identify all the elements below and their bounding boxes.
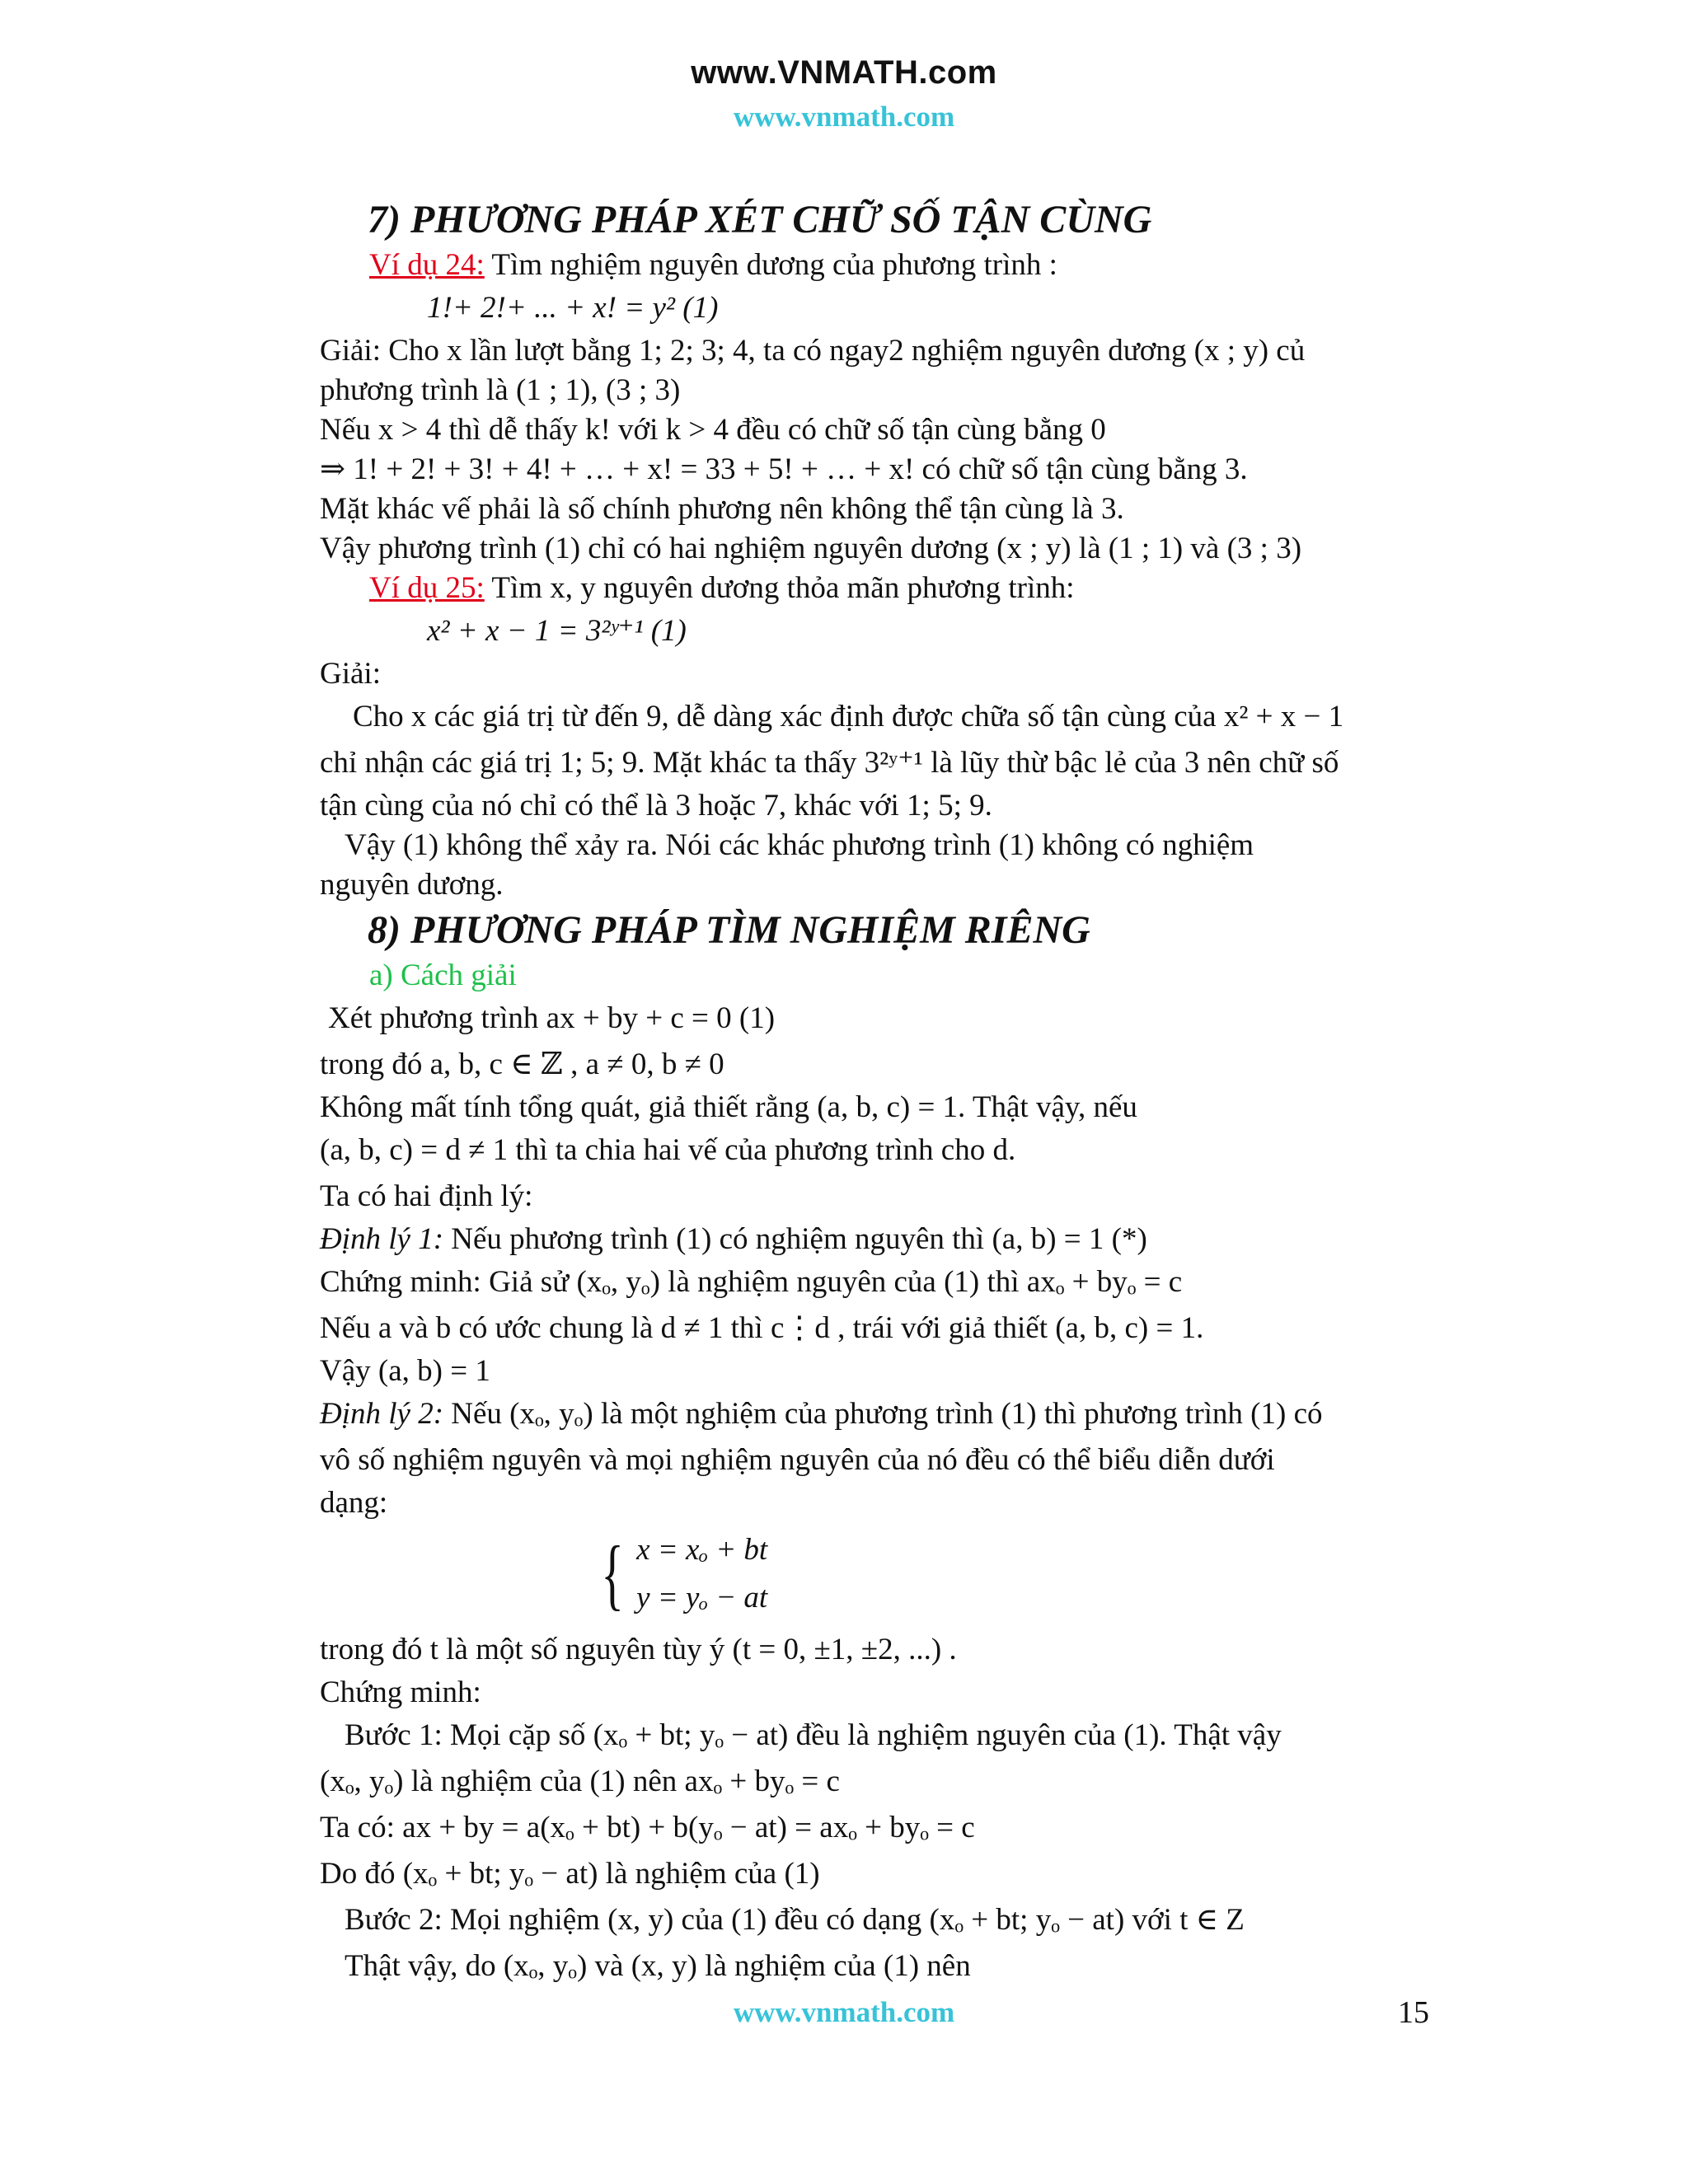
theorem-2-line-2: vô số nghiệm nguyên và mọi nghiệm nguyên của nó đều có thể biểu diễn dưới [320, 1443, 1275, 1477]
theorem-1-label: Định lý 1: [320, 1222, 444, 1256]
theorem-2-text: Nếu (xₒ, yₒ) là một nghiệm của phương trình (1) thì phương trình (1) có [443, 1397, 1323, 1431]
section-8-line-4: (a, b, c) = d ≠ 1 thì ta chia hai vế của phương trình cho d. [320, 1133, 1016, 1167]
solution-24-line-1: Giải: Cho x lần lượt bằng 1; 2; 3; 4, ta có ngay2 nghiệm nguyên dương (x ; y) củ [320, 334, 1306, 368]
step-1-line-4: Do đó (xₒ + bt; yₒ − at) là nghiệm của (1) [320, 1857, 820, 1891]
solution-24-line-2: phương trình là (1 ; 1), (3 ; 3) [320, 373, 681, 407]
proof-1-line-1: Chứng minh: Giả sử (xₒ, yₒ) là nghiệm nguyên của (1) thì axₒ + byₒ = c [320, 1265, 1183, 1299]
theorem-2 [320, 1391, 1441, 1437]
solution-system [320, 1526, 1441, 1622]
example-25 [320, 569, 1441, 608]
theorem-2-label: Định lý 2: [320, 1397, 444, 1431]
proof-1-line-3: Vậy (a, b) = 1 [320, 1354, 490, 1388]
left-brace: { [601, 1530, 624, 1618]
section-8-line-6: trong đó t là một số nguyên tùy ý (t = 0, ±1, ±2, ...) . [320, 1633, 957, 1666]
example-25-text: Tìm x, y nguyên dương thỏa mãn phương trình: [484, 571, 1075, 605]
section-8-line-3: Không mất tính tổng quát, giả thiết rằng (a, b, c) = 1. Thật vậy, nếu [320, 1090, 1137, 1124]
solution-25-line-5: nguyên dương. [320, 868, 504, 902]
system-equation-2: y = yₒ − at [636, 1581, 768, 1615]
example-25-equation: x² + x − 1 = 3²ʸ⁺¹ (1) [427, 614, 687, 648]
footer-site-link[interactable]: www.vnmath.com [733, 1996, 955, 2028]
theorem-1 [320, 1220, 1441, 1259]
example-24-text: Tìm nghiệm nguyên dương của phương trình : [484, 248, 1057, 282]
solution-24-line-3: Nếu x > 4 thì dễ thấy k! với k > 4 đều có chữ số tận cùng bằng 0 [320, 413, 1106, 447]
example-24-label: Ví dụ 24: [369, 248, 485, 282]
system-lines [636, 1526, 767, 1622]
step-1: Bước 1: Mọi cặp số (xₒ + bt; yₒ − at) đều là nghiệm nguyên của (1). Thật vậy [345, 1718, 1282, 1752]
subsection-a-title: a) Cách giải [369, 958, 517, 992]
solution-25-heading: Giải: [320, 657, 381, 691]
theorem-2-line-3: dạng: [320, 1486, 388, 1520]
page-content [320, 194, 1441, 1990]
section-7-title: 7) PHƯƠNG PHÁP XÉT CHỮ SỐ TẬN CÙNG [368, 198, 1152, 241]
section-8-title: 8) PHƯƠNG PHÁP TÌM NGHIỆM RIÊNG [368, 908, 1090, 952]
solution-24-line-4: ⇒ 1! + 2! + 3! + 4! + … + x! = 33 + 5! + … + x! có chữ số tận cùng bằng 3. [320, 452, 1248, 486]
solution-25-line-4: Vậy (1) không thể xảy ra. Nói các khác phương trình (1) không có nghiệm [345, 828, 1254, 862]
theorem-1-text: Nếu phương trình (1) có nghiệm nguyên thì (a, b) = 1 (*) [443, 1222, 1147, 1256]
solution-24-line-6: Vậy phương trình (1) chỉ có hai nghiệm nguyên dương (x ; y) là (1 ; 1) và (3 ; 3) [320, 532, 1302, 565]
step-1-line-3: Ta có: ax + by = a(xₒ + bt) + b(yₒ − at) = axₒ + byₒ = c [320, 1811, 975, 1844]
section-8-line-2: trong đó a, b, c ∈ ℤ , a ≠ 0, b ≠ 0 [320, 1047, 724, 1081]
step-1-line-2: (xₒ, yₒ) là nghiệm của (1) nên axₒ + byₒ = c [320, 1765, 840, 1798]
solution-24-line-5: Mặt khác vế phải là số chính phương nên không thể tận cùng là 3. [320, 492, 1124, 526]
proof-2-heading: Chứng minh: [320, 1675, 481, 1709]
example-24-equation: 1!+ 2!+ ... + x! = y² (1) [427, 291, 719, 325]
solution-25-line-1: Cho x các giá trị từ đến 9, dễ dàng xác định được chữa số tận cùng của x² + x − 1 [353, 700, 1344, 733]
section-8-line-5: Ta có hai định lý: [320, 1179, 533, 1213]
site-header-link[interactable]: www.vnmath.com [733, 101, 955, 133]
proof-1-line-2: Nếu a và b có ước chung là d ≠ 1 thì c⋮d , trái với giả thiết (a, b, c) = 1. [320, 1311, 1204, 1345]
step-2-line-2: Thật vậy, do (xₒ, yₒ) và (x, y) là nghiệm của (1) nên [345, 1949, 971, 1983]
site-header-bold: www.VNMATH.com [691, 54, 997, 91]
step-2: Bước 2: Mọi nghiệm (x, y) của (1) đều có dạng (xₒ + bt; yₒ − at) với t ∈ Z [345, 1903, 1245, 1937]
example-25-label: Ví dụ 25: [369, 571, 485, 605]
solution-25-line-3: tận cùng của nó chỉ có thể là 3 hoặc 7, khác với 1; 5; 9. [320, 789, 992, 823]
system-equation-1: x = xₒ + bt [636, 1533, 768, 1567]
solution-25-line-2: chỉ nhận các giá trị 1; 5; 9. Mặt khác ta thấy 3²ʸ⁺¹ là lũy thừ bậc lẻ của 3 nên chữ số [320, 746, 1339, 780]
page-number: 15 [1398, 1995, 1429, 2030]
example-24 [320, 246, 1441, 285]
section-8-line-1: Xét phương trình ax + by + c = 0 (1) [328, 1001, 776, 1035]
